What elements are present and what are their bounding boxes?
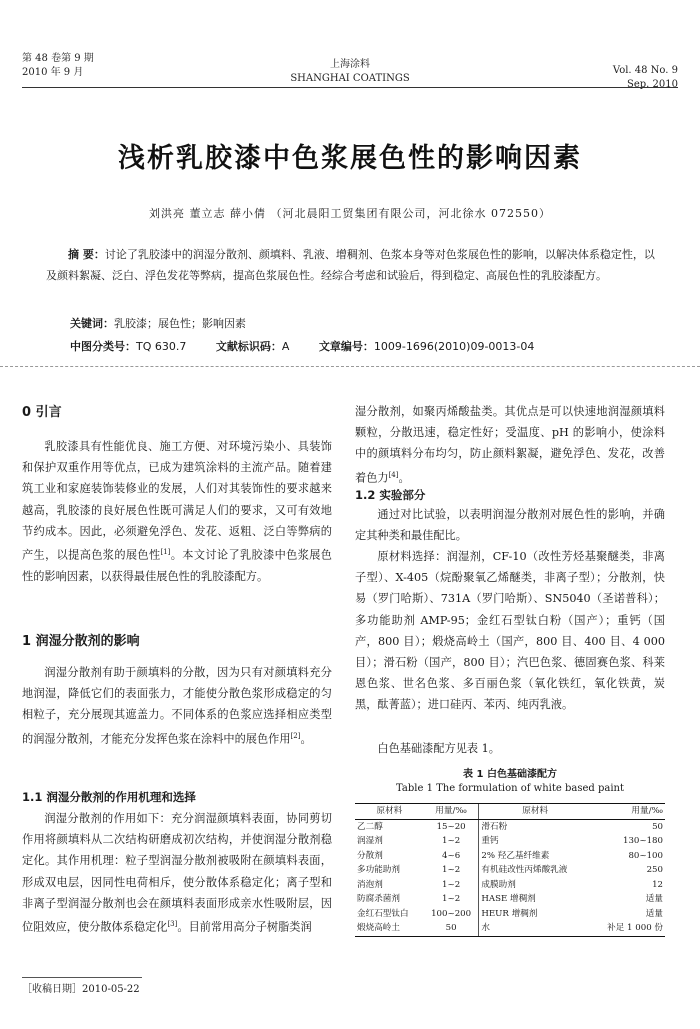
article-no-value: 1009-1696(2010)09-0013-04: [373, 340, 535, 353]
citation-3: [3]: [167, 920, 178, 929]
table-header-row: [355, 804, 665, 820]
table-row: [355, 892, 665, 907]
journal-name-cn: 上海涂料: [330, 59, 370, 70]
right-col-text-1: 湿分散剂，如聚丙烯酸盐类。其优点是可以快速地润湿颜填料颗粒，分散迅速，稳定性好；受温度、pH 的影响小，使涂料中的颜填料分布均匀，防止颜料絮凝，避免浮色、发花，改善着色力: [355, 405, 665, 485]
citation-2: [2]: [290, 731, 301, 740]
subsection-1-2-paragraph-1: 通过对比试验，以表明润湿分散剂对展色性的影响，并确定其种类和最佳配比。: [355, 508, 665, 543]
volume-issue-en: Vol. 48 No. 9: [612, 65, 678, 76]
table-cell: 1~2: [442, 879, 461, 890]
table-cell: 防腐杀菌剂: [357, 894, 400, 904]
table-cell: 金红石型钛白: [357, 908, 409, 919]
section-0-text: 乳胶漆具有性能优良、施工方便、对环境污染小、具装饰和保护双重作用等优点，已成为建筑涂料的主流产品。随着建筑工业和家庭装饰装修业的发展，人们对其装饰性的要求越来越高，乳胶漆的良好展色性既可满足人们的要求，又可有效地节约成本。因此，必须避免浮色、发花、返粗、泛白等弊病的产生，以提高色浆的展色性: [22, 440, 332, 562]
table-cell: 消泡剂: [357, 879, 383, 890]
table-cell: 130~180: [622, 836, 663, 846]
table-cell: 润湿剂: [357, 836, 383, 846]
article-no-label: 文章编号：: [318, 340, 374, 353]
keywords-text: 乳胶漆；展色性；影响因素: [114, 317, 246, 330]
classification-meta: [70, 338, 650, 354]
subsection-1-1-text: 润湿分散剂的作用如下：充分润湿颜填料表面，协同剪切作用将颜填料从二次结构研磨成初次结构，并使润湿分散剂稳定化。其作用机理：粒子型润湿分散剂被吸附在颜填料表面，形成双电层，因同性电荷相斥，使分散体系稳定化；离子型和非离子型润湿分散剂也会在颜填料表面形成亲水性吸附层，因位阻效应，使分散体系稳定化: [22, 812, 332, 934]
table-header-cell: 用量/‰: [591, 804, 665, 820]
subsection-1-1-heading: 1.1 润湿分散剂的作用机理和选择: [22, 790, 196, 804]
abstract: [46, 244, 656, 286]
footnote-rule: [22, 977, 142, 978]
table-1-caption: [355, 768, 665, 796]
table-cell: 重钙: [479, 834, 591, 849]
clc-label: 中图分类号：: [70, 340, 136, 353]
subsection-1-1-paragraph: [22, 808, 332, 938]
doc-code-value: A: [281, 340, 290, 353]
subsection-1-2-heading: 1.2 实验部分: [355, 488, 426, 502]
table-cell: 适量: [645, 908, 663, 919]
keywords-label: 关键词：: [70, 317, 114, 330]
citation-4: [4]: [388, 470, 399, 479]
table-cell: 多功能助剂: [357, 865, 400, 875]
table-cell: 1~2: [442, 836, 461, 846]
keywords: [70, 315, 246, 331]
table-cell: 250: [646, 865, 663, 875]
abstract-text: 讨论了乳胶漆中的润湿分散剂、颜填料、乳液、增稠剂、色浆本身等对色浆展色性的影响，以解决体系稳定性，以及颜料絮凝、泛白、浮色发花等弊病，提高色浆展色性。经综合考虑和试验后，得到稳定、高展色性的乳胶漆配方。: [46, 248, 655, 282]
section-1-paragraph: [22, 662, 332, 750]
table-cell: 100~200: [431, 908, 472, 919]
section-1-text-tail: 。: [300, 732, 312, 746]
table-cell: 有机硅改性丙烯酸乳液: [479, 863, 591, 878]
table-cell: 乙二醇: [357, 821, 383, 832]
table-header-cell: 原材料: [479, 804, 591, 820]
section-1-heading: 1 润湿分散剂的影响: [22, 634, 140, 649]
table-reference-paragraph: 白色基础漆配方见表 1。: [377, 742, 500, 755]
right-col-paragraph-1: [355, 401, 665, 489]
table-cell: 滑石粉: [479, 819, 591, 834]
materials-paragraph: 原材料选择：润湿剂，CF-10（改性芳烃基聚醚类，非离子型）、X-405（烷酚聚氧乙烯醚类，非离子型）；分散剂，快易（罗门哈斯）、731A（罗门哈斯）、SN5040（圣诺普科）；多功能助剂 AMP-95；金红石型钛白粉（国产）；重钙（国产，800 目）；煅烧高岭土（国产，800 目、400 目、4 000 目）；滑石粉（国产，800 目）；汽巴色浆、德固赛色浆、科莱恩色浆、世名色浆、多百丽色浆（氧化铁红，氧化铁黄，炭黑，酞菁蓝）；进口硅丙、苯丙、纯丙乳液。: [355, 550, 665, 712]
table-row: [355, 819, 665, 834]
date-en: Sep. 2010: [627, 79, 678, 90]
table-cell: 煅烧高岭土: [355, 921, 424, 936]
table-cell: 补足 1 000 份: [591, 921, 665, 936]
received-date: ［收稿日期］2010-05-22: [22, 984, 140, 995]
table-cell: 12: [652, 879, 663, 890]
table-row: [355, 834, 665, 849]
header-rule: [22, 87, 678, 88]
right-col-text-1-tail: 。: [398, 471, 410, 485]
table-cell: 15~20: [436, 821, 466, 832]
abstract-divider: [0, 366, 700, 367]
subsection-1-1-text-tail: 。目前常用高分子树脂类润: [177, 920, 312, 934]
table-row: [355, 907, 665, 922]
paper-title: 浅析乳胶漆中色浆展色性的影响因素: [118, 143, 582, 174]
section-0-heading: 0 引言: [22, 405, 62, 420]
table-row: [355, 878, 665, 893]
table-cell: 2% 羟乙基纤维素: [479, 849, 591, 864]
doc-code-label: 文献标识码：: [215, 340, 282, 353]
table-1-caption-en: Table 1 The formulation of white based paint: [396, 783, 624, 794]
clc-value: TQ 630.7: [136, 340, 187, 353]
section-1-text: 润湿分散剂有助于颜填料的分散，因为只有对颜填料充分地润湿，降低它们的表面张力，才能使分散色浆形成稳定的匀相粒子，充分展现其遮盖力。不同体系的色浆应选择相应类型的润湿分散剂，才能充分发挥色浆在涂料中的展色作用: [22, 666, 332, 746]
table-1-caption-cn: 表 1 白色基础漆配方: [463, 769, 557, 780]
table-cell: 50: [424, 921, 479, 936]
citation-1: [1]: [160, 548, 171, 557]
section-0-text-tail: 。本文讨论了乳胶漆中色浆展色性的影响因素，以获得最佳展色性的乳胶漆配方。: [22, 548, 332, 583]
table-1: [355, 803, 665, 937]
authors-affiliation: 刘洪亮 董立志 薛小倩 （河北晨阳工贸集团有限公司，河北徐水 072550）: [149, 207, 551, 220]
journal-name: [0, 58, 700, 86]
table-cell: HASE 增稠剂: [479, 892, 591, 907]
table-cell: HEUR 增稠剂: [479, 907, 591, 922]
table-header-cell: 用量/‰: [424, 804, 479, 820]
table-cell: 适量: [645, 894, 663, 904]
table-cell: 成膜助剂: [479, 878, 591, 893]
table-cell: 分散剂: [357, 850, 383, 861]
table-header-cell: 原材料: [355, 804, 424, 820]
date-cn: 2010 年 9 月: [22, 67, 84, 78]
table-cell: 80~100: [628, 850, 663, 861]
table-cell: 水: [479, 921, 591, 936]
table-row: [355, 863, 665, 878]
table-cell: 50: [652, 821, 663, 832]
table-cell: 4~6: [442, 850, 461, 861]
journal-name-en: SHANGHAI COATINGS: [290, 73, 410, 84]
table-row: [355, 849, 665, 864]
abstract-label: 摘 要：: [68, 248, 105, 261]
table-cell: 1~2: [442, 894, 461, 904]
volume-issue-cn: 第 48 卷第 9 期: [22, 53, 94, 64]
table-row: [355, 921, 665, 936]
section-0-paragraph: [22, 436, 332, 587]
table-cell: 1~2: [442, 865, 461, 875]
